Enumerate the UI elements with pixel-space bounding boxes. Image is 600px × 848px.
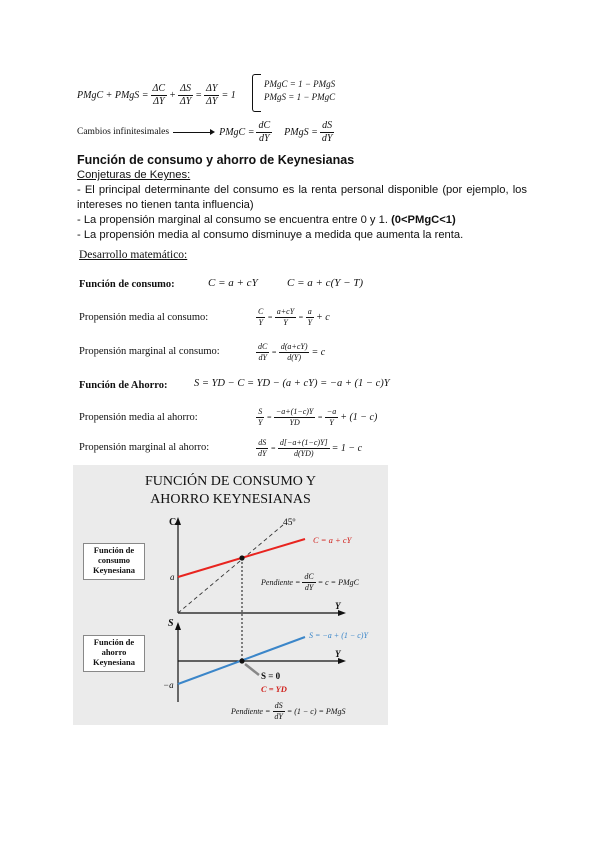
lower-y-axis-arrow-icon — [175, 622, 181, 630]
denominator: YD — [289, 417, 300, 427]
formula-tail: = c — [311, 346, 326, 358]
numerator: dS — [322, 119, 333, 131]
infinitesimal-row — [77, 118, 367, 146]
denominator: d(Y) — [287, 352, 301, 362]
keynesian-figure — [73, 465, 388, 725]
slope-tail: = (1 − c) = PMgS — [286, 706, 346, 716]
numerator: d[−a+(1−c)Y] — [279, 437, 328, 447]
keynesian-graph — [73, 465, 388, 725]
fraction — [256, 343, 269, 362]
slope-label: Pendiente = — [231, 706, 271, 716]
fraction — [278, 439, 330, 458]
figure-title-line-1: FUNCIÓN DE CONSUMO Y — [145, 474, 316, 489]
consumption-equation-2: C = a + c(Y − T) — [287, 277, 364, 289]
denominator: ΔY — [179, 95, 192, 107]
saving-line-label: S = −a + (1 − c)Y — [309, 631, 368, 640]
arrow-right-icon — [173, 132, 213, 133]
numerator: dC — [258, 119, 271, 131]
fraction — [302, 573, 315, 592]
bullet-2 — [77, 213, 527, 228]
infinitesimal-label: Cambios infinitesimales — [77, 127, 170, 137]
numerator: dC — [304, 571, 314, 581]
denominator: d(YD) — [293, 448, 314, 458]
consumption-line-label: C = a + cY — [313, 535, 352, 545]
denominator: ΔY — [206, 95, 218, 107]
numerator: −a — [326, 406, 337, 416]
curly-brace-icon — [252, 74, 261, 112]
bullet-1: - El principal determinante del consumo es la renta personal disponible (por ejemplo, los intereses no tienen tanta influencia) — [77, 184, 527, 211]
saving-function-box: Función de ahorro Keynesiana — [83, 635, 145, 672]
formula-tail: = 1 − c — [331, 442, 363, 454]
numerator: dS — [274, 700, 283, 710]
s-zero-label: S = 0 — [261, 671, 281, 681]
fraction — [306, 308, 314, 327]
denominator: Y — [307, 317, 313, 327]
fraction — [256, 308, 265, 327]
subheading: Conjeturas de Keynes: — [77, 169, 191, 181]
numerator: S — [258, 406, 263, 416]
marginal-saving-formula: $\frac{dS}{dY}$ = $\frac{d[-a+(1-c)Y]}{d(YD)}$ = 1 − c — [258, 437, 363, 458]
fraction — [256, 408, 264, 427]
fraction — [151, 84, 168, 107]
axis-s-label: S — [168, 618, 174, 629]
bullet-3: - La propensión media al consumo disminuye a medida que aumenta la renta. — [77, 229, 464, 241]
bullet-2-text: - La propensión marginal al consumo se encuentra entre 0 y 1. — [77, 214, 388, 226]
fraction — [275, 308, 296, 327]
intercept-neg-a-label: −a — [163, 680, 174, 690]
slope-label: Pendiente = — [261, 577, 301, 587]
denominator: Y — [258, 317, 263, 327]
equals-sign: = — [195, 89, 203, 101]
mean-saving-formula: $\frac{S}{Y}$ = $\frac{-a+(1-c)Y}{YD}$ = $\frac{-a}{Y}$ + (1 − c) — [258, 406, 378, 427]
mean-consumption-label: Propensión media al consumo: — [79, 312, 209, 323]
saving-function-label: Función de Ahorro: — [79, 380, 168, 391]
denominator: dY — [258, 448, 267, 458]
figure-title-line-2: AHORRO KEYNESIANAS — [150, 492, 311, 507]
saving-slope-formula — [231, 698, 345, 724]
pmgs-def-label: PMgS = — [284, 126, 318, 138]
marginal-saving-label: Propensión marginal al ahorro: — [79, 442, 210, 453]
denominator: dY — [304, 582, 314, 592]
pmg-identity-lhs: PMgC + PMgS = — [77, 89, 149, 101]
mean-consumption-formula: $\frac{C}{Y}$ = $\frac{a+cY}{Y}$ = $\frac{a}{Y}$ + c — [258, 306, 330, 327]
fraction — [279, 343, 310, 362]
numerator: ΔS — [180, 82, 191, 94]
axis-y-lower-label: Y — [335, 649, 341, 659]
development-title: Desarrollo matemático: — [79, 249, 188, 261]
axis-y-upper-label: Y — [335, 601, 341, 611]
section-heading: Función de consumo y ahorro de Keynesianas — [77, 153, 355, 167]
numerator: −a+(1−c)Y — [275, 406, 314, 416]
formula-tail: + (1 − c) — [340, 411, 378, 423]
fraction — [256, 121, 272, 144]
fraction — [178, 84, 193, 107]
fraction — [272, 702, 284, 721]
mean-saving-label: Propensión media al ahorro: — [79, 412, 198, 423]
saving-equation: S = YD − C = YD − (a + cY) = −a + (1 − c)Y — [194, 378, 390, 389]
identity-line-1: PMgC = 1 − PMgS — [264, 79, 336, 89]
numerator: d(a+cY) — [280, 341, 308, 351]
slope-tail: = c = PMgC — [317, 577, 359, 587]
axis-c-label: C — [169, 517, 177, 528]
forty-five-degree-label: 45º — [283, 518, 296, 528]
marginal-consumption-label: Propensión marginal al consumo: — [79, 346, 220, 357]
consumption-function-label: Función de consumo: — [79, 279, 175, 290]
fraction — [256, 439, 268, 458]
denominator: dY — [274, 711, 283, 721]
denominator: Y — [258, 417, 263, 427]
denominator: Y — [283, 317, 288, 327]
numerator: dC — [258, 341, 268, 351]
c-equals-yd-label: C = YD — [261, 684, 287, 694]
fraction — [204, 84, 219, 107]
intercept-a-label: a — [170, 572, 175, 582]
marginal-consumption-formula: $\frac{dC}{dY}$ = $\frac{d(a+cY)}{d(Y)}$ = c — [258, 341, 326, 362]
denominator: ΔY — [153, 95, 165, 107]
numerator: ΔC — [152, 82, 166, 94]
fraction — [325, 408, 338, 427]
denominator: dY — [321, 132, 333, 144]
formula-tail: + c — [316, 311, 330, 323]
pointer-icon — [245, 664, 259, 675]
bullet-2-bold: (0<PMgC<1) — [391, 214, 456, 226]
numerator: a+cY — [276, 306, 295, 316]
consumption-function-box: Función de consumo Keynesiana — [83, 543, 145, 580]
numerator: C — [258, 306, 264, 316]
identity-result: = 1 — [221, 89, 236, 101]
numerator: a — [307, 306, 312, 316]
identity-line-2: PMgS = 1 − PMgC — [264, 92, 336, 102]
numerator: ΔY — [206, 82, 218, 94]
plus-sign: + — [169, 89, 176, 101]
break-even-point-lower — [239, 658, 244, 663]
pmgc-def-label: PMgC = — [219, 126, 255, 138]
denominator: dY — [259, 132, 270, 144]
denominator: dY — [258, 352, 267, 362]
fraction — [320, 121, 335, 144]
consumption-slope-formula — [261, 569, 359, 595]
pmg-identity-system — [264, 78, 335, 104]
numerator: dS — [258, 437, 267, 447]
consumption-equation-1: C = a + cY — [208, 277, 258, 289]
denominator: Y — [329, 417, 334, 427]
fraction — [274, 408, 316, 427]
